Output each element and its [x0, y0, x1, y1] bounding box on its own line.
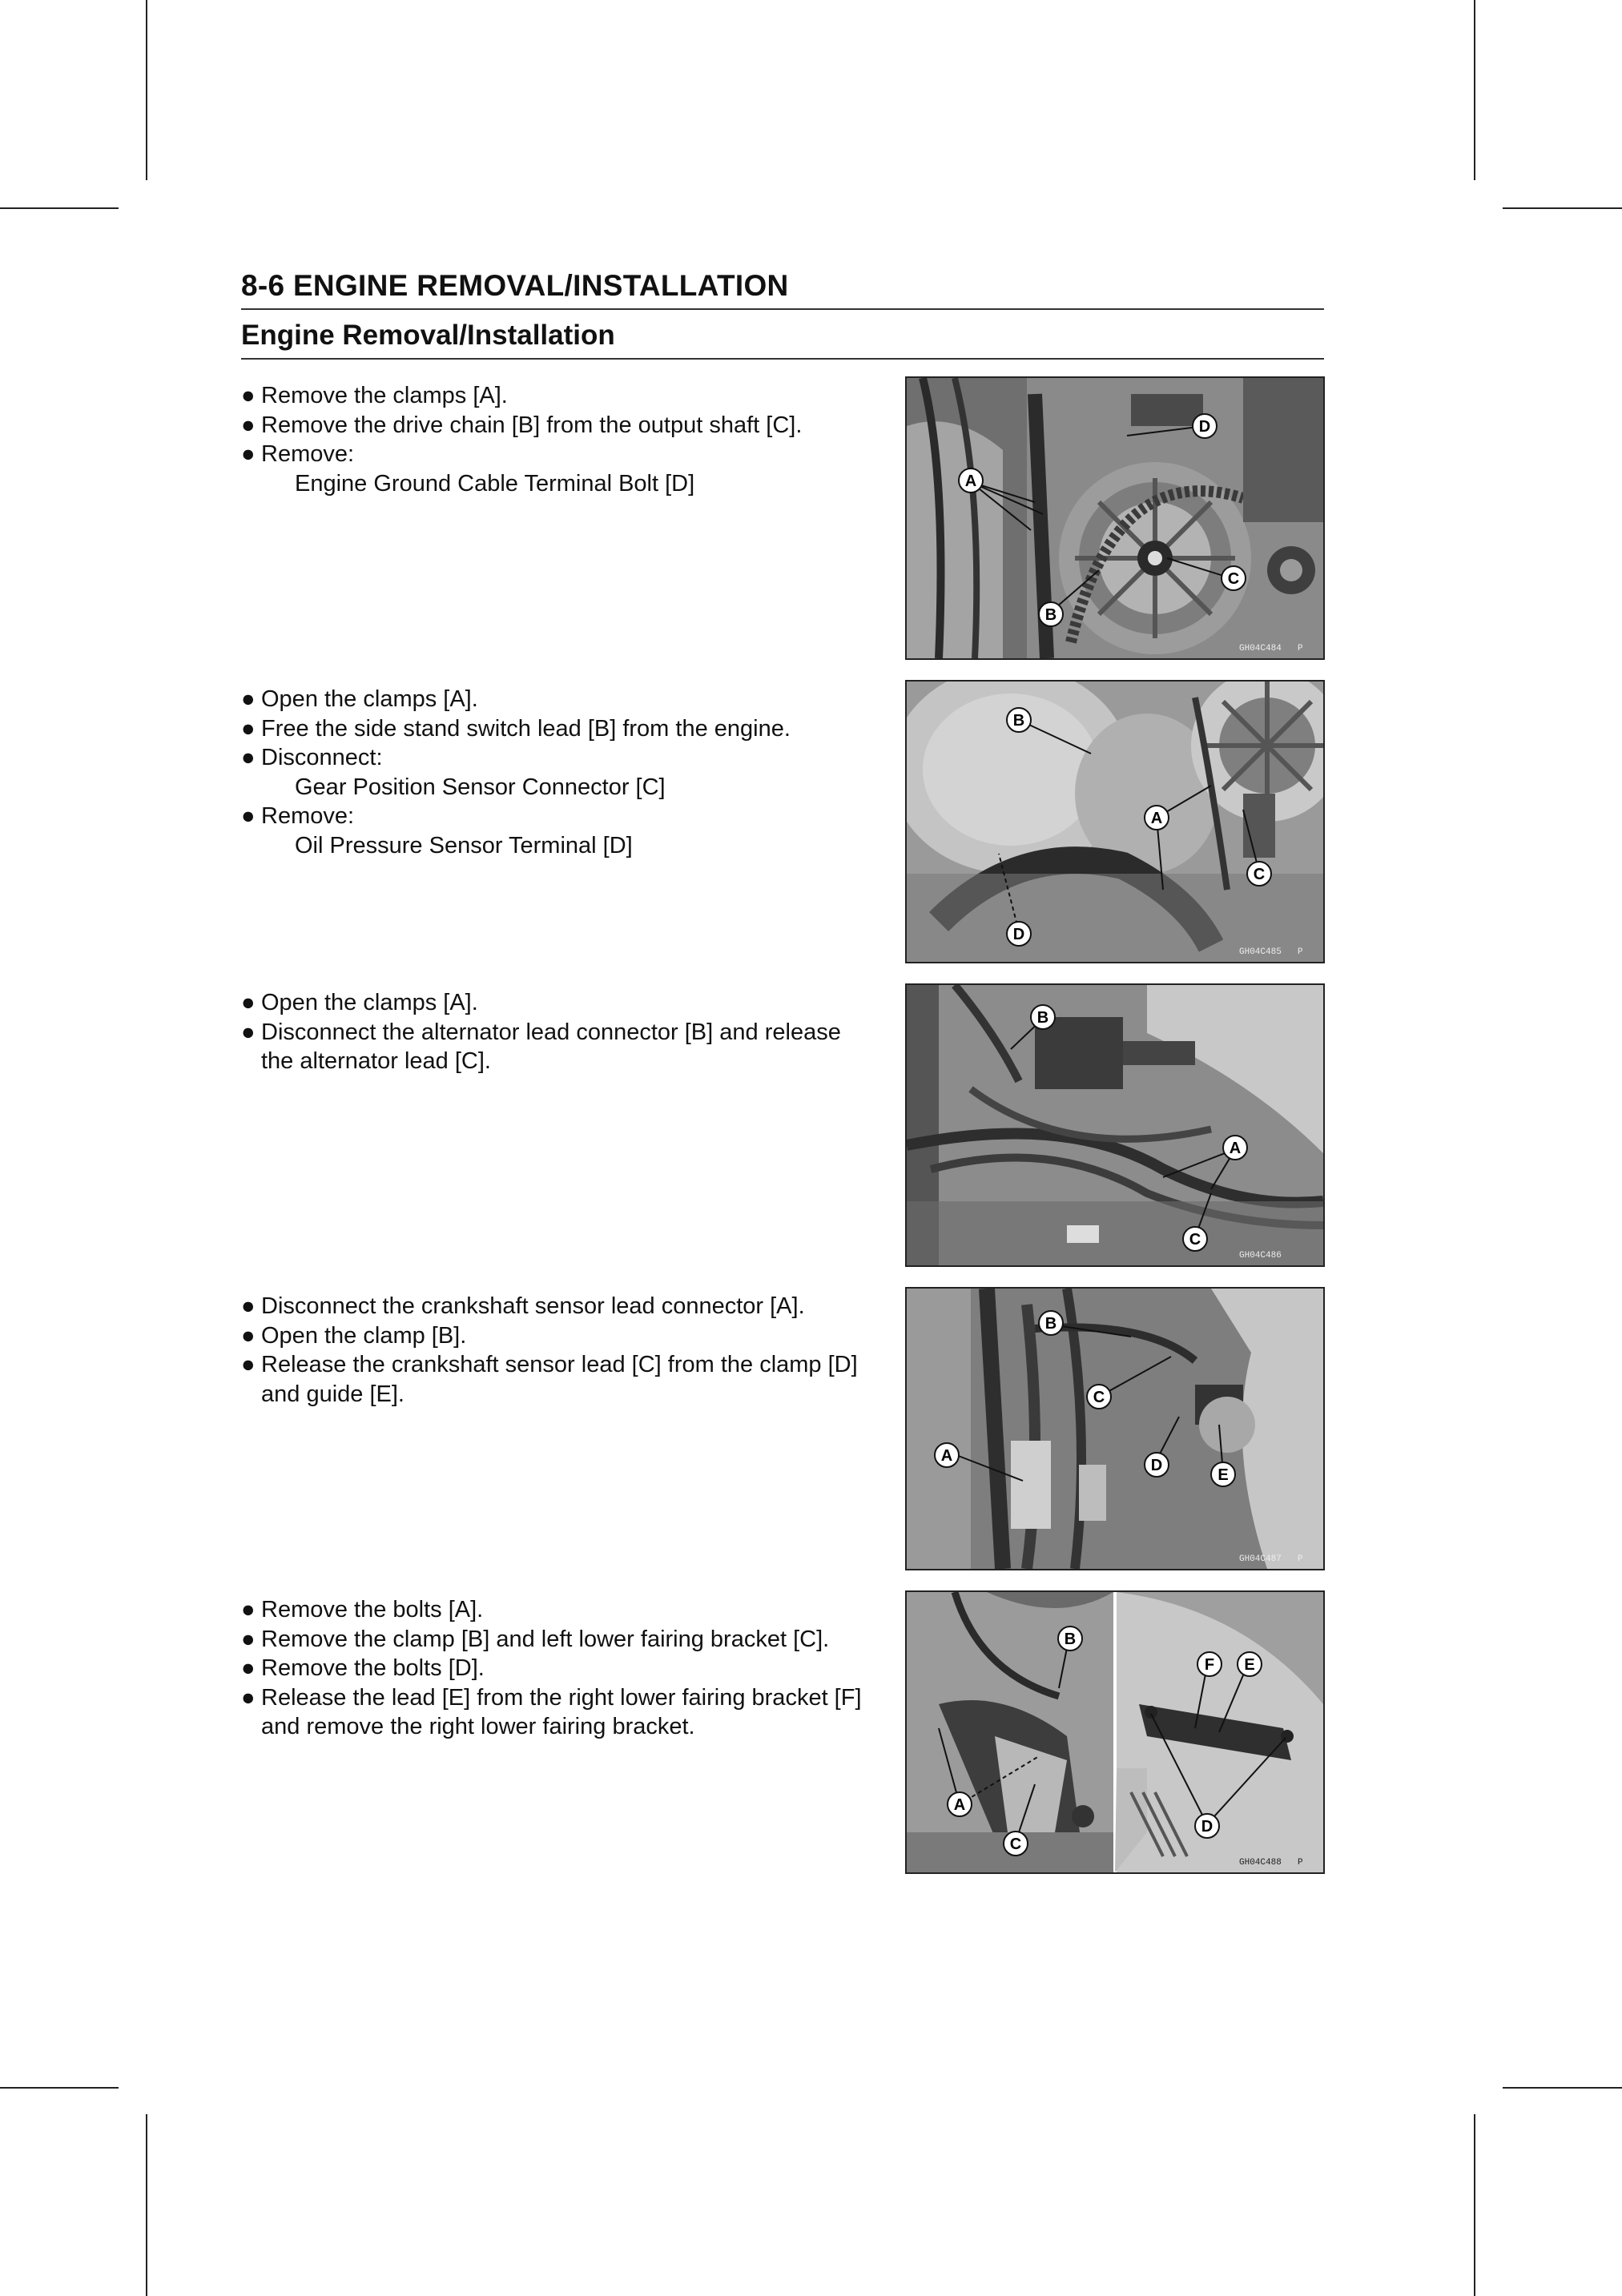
step-list: [241, 1595, 878, 1742]
figure-code: GH04C484: [1239, 644, 1282, 653]
engine-photo-illustration: [907, 1592, 1323, 1872]
figure-code: GH04C486: [1239, 1251, 1282, 1261]
bullet: ●: [241, 686, 256, 712]
figure-photo-5: [905, 1590, 1325, 1874]
step-item: [241, 440, 878, 498]
step-text: Release the crankshaft sensor lead [C] from the clamp [D] and guide [E].: [261, 1352, 858, 1407]
crop-mark: [1474, 2114, 1475, 2296]
step-item: [241, 1625, 878, 1655]
callout-label: C: [1253, 866, 1266, 883]
step-item: [241, 685, 878, 714]
figure-code-suffix: P: [1298, 644, 1303, 653]
callout-label: C: [1227, 570, 1240, 588]
callout-label: C: [1009, 1836, 1022, 1853]
section-title: Engine Removal/Installation: [241, 320, 615, 351]
procedure-block-2: [241, 680, 1324, 963]
bullet: ●: [241, 1322, 256, 1349]
figure-photo-2: [905, 680, 1325, 963]
callout-label: C: [1093, 1389, 1105, 1406]
figure-code-suffix: P: [1298, 1858, 1303, 1868]
figure-code: GH04C487: [1239, 1554, 1282, 1564]
bullet: ●: [241, 441, 256, 467]
step-text: Release the lead [E] from the right lower fairing bracket [F] and remove the right lower fairing bracket.: [261, 1684, 862, 1739]
figure-code-suffix: P: [1298, 1554, 1303, 1564]
callout-label: A: [953, 1796, 966, 1814]
bullet: ●: [241, 1019, 256, 1045]
step-text: Remove the bolts [D].: [261, 1655, 485, 1681]
step-item: [241, 802, 878, 860]
chapter-title: 8-6 ENGINE REMOVAL/INSTALLATION: [241, 269, 789, 302]
figure-photo-3: [905, 983, 1325, 1267]
step-text: Free the side stand switch lead [B] from the engine.: [261, 715, 791, 742]
step-list: [241, 988, 878, 1076]
callout-label: B: [1036, 1009, 1049, 1027]
crop-mark: [146, 2114, 147, 2296]
step-item: [241, 1018, 878, 1076]
crop-mark: [146, 0, 147, 180]
callout-label: D: [1201, 1818, 1213, 1836]
bullet: ●: [241, 412, 256, 438]
step-list: [241, 381, 878, 498]
step-text: Disconnect the alternator lead connector [B] and release the alternator lead [C].: [261, 1019, 841, 1074]
figure-code: GH04C485: [1239, 947, 1282, 957]
step-item: [241, 714, 878, 744]
section-rule: [241, 358, 1324, 360]
step-text: Open the clamps [A].: [261, 686, 478, 712]
step-item: [241, 1654, 878, 1683]
crop-mark: [0, 2087, 119, 2089]
bullet: ●: [241, 1352, 256, 1377]
step-item: [241, 1350, 878, 1409]
bullet: ●: [241, 990, 256, 1015]
step-text: Disconnect:: [261, 745, 383, 770]
step-subitem: Gear Position Sensor Connector [C]: [295, 774, 666, 800]
page-header: [241, 268, 1324, 360]
callout-label: D: [1012, 926, 1025, 943]
step-item: [241, 1321, 878, 1351]
callout-label: A: [964, 472, 977, 490]
callout-label: A: [1229, 1140, 1242, 1157]
engine-photo-illustration: [907, 682, 1323, 962]
step-item: [241, 988, 878, 1018]
step-text: Remove the drive chain [B] from the output shaft [C].: [261, 412, 803, 438]
crop-mark: [1503, 2087, 1622, 2089]
callout-label: B: [1044, 606, 1057, 624]
step-list: [241, 1292, 878, 1409]
bullet: ●: [241, 1626, 256, 1652]
callout-label: A: [1150, 810, 1163, 827]
bullet: ●: [241, 1293, 256, 1319]
step-text: Remove the clamp [B] and left lower fairing bracket [C].: [261, 1626, 830, 1652]
callout-label: C: [1189, 1231, 1201, 1249]
header-rule: [241, 308, 1324, 310]
step-item: [241, 381, 878, 411]
crop-mark: [0, 207, 119, 209]
step-item: [241, 1292, 878, 1321]
bullet: ●: [241, 1655, 256, 1681]
callout-label: F: [1204, 1656, 1215, 1674]
figure-code-suffix: P: [1298, 947, 1303, 957]
callout-label: A: [940, 1447, 953, 1465]
figure-code: GH04C488: [1239, 1858, 1282, 1868]
step-list: [241, 685, 878, 860]
crop-mark: [1503, 207, 1622, 209]
engine-photo-illustration: [907, 378, 1323, 658]
step-text: Open the clamp [B].: [261, 1322, 467, 1349]
callout-label: B: [1012, 712, 1025, 730]
step-subitem: Oil Pressure Sensor Terminal [D]: [295, 832, 633, 858]
step-text: Remove the clamps [A].: [261, 383, 508, 408]
step-text: Remove:: [261, 441, 355, 467]
bullet: ●: [241, 803, 256, 829]
procedure-block-5: [241, 1590, 1324, 1874]
procedure-block-4: [241, 1287, 1324, 1570]
step-item: [241, 1595, 878, 1625]
callout-label: B: [1044, 1315, 1057, 1333]
step-text: Remove:: [261, 803, 355, 829]
bullet: ●: [241, 745, 256, 770]
figure-photo-1: [905, 376, 1325, 660]
engine-photo-illustration: [907, 1289, 1323, 1569]
bullet: ●: [241, 1597, 256, 1622]
step-subitem: Engine Ground Cable Terminal Bolt [D]: [295, 470, 695, 497]
step-item: [241, 743, 878, 802]
procedure-block-3: [241, 983, 1324, 1267]
bullet: ●: [241, 383, 256, 408]
callout-label: B: [1064, 1631, 1077, 1648]
step-item: [241, 1683, 878, 1742]
callout-label: D: [1150, 1457, 1163, 1474]
callout-label: E: [1244, 1656, 1255, 1674]
figure-photo-4: [905, 1287, 1325, 1570]
callout-label: D: [1198, 418, 1211, 436]
step-text: Remove the bolts [A].: [261, 1597, 484, 1622]
callout-label: E: [1218, 1466, 1229, 1484]
engine-photo-illustration: [907, 985, 1323, 1265]
procedure-block-1: [241, 376, 1324, 660]
step-item: [241, 411, 878, 440]
step-text: Disconnect the crankshaft sensor lead connector [A].: [261, 1293, 805, 1319]
bullet: ●: [241, 715, 256, 742]
bullet: ●: [241, 1684, 256, 1711]
crop-mark: [1474, 0, 1475, 180]
step-text: Open the clamps [A].: [261, 990, 478, 1015]
